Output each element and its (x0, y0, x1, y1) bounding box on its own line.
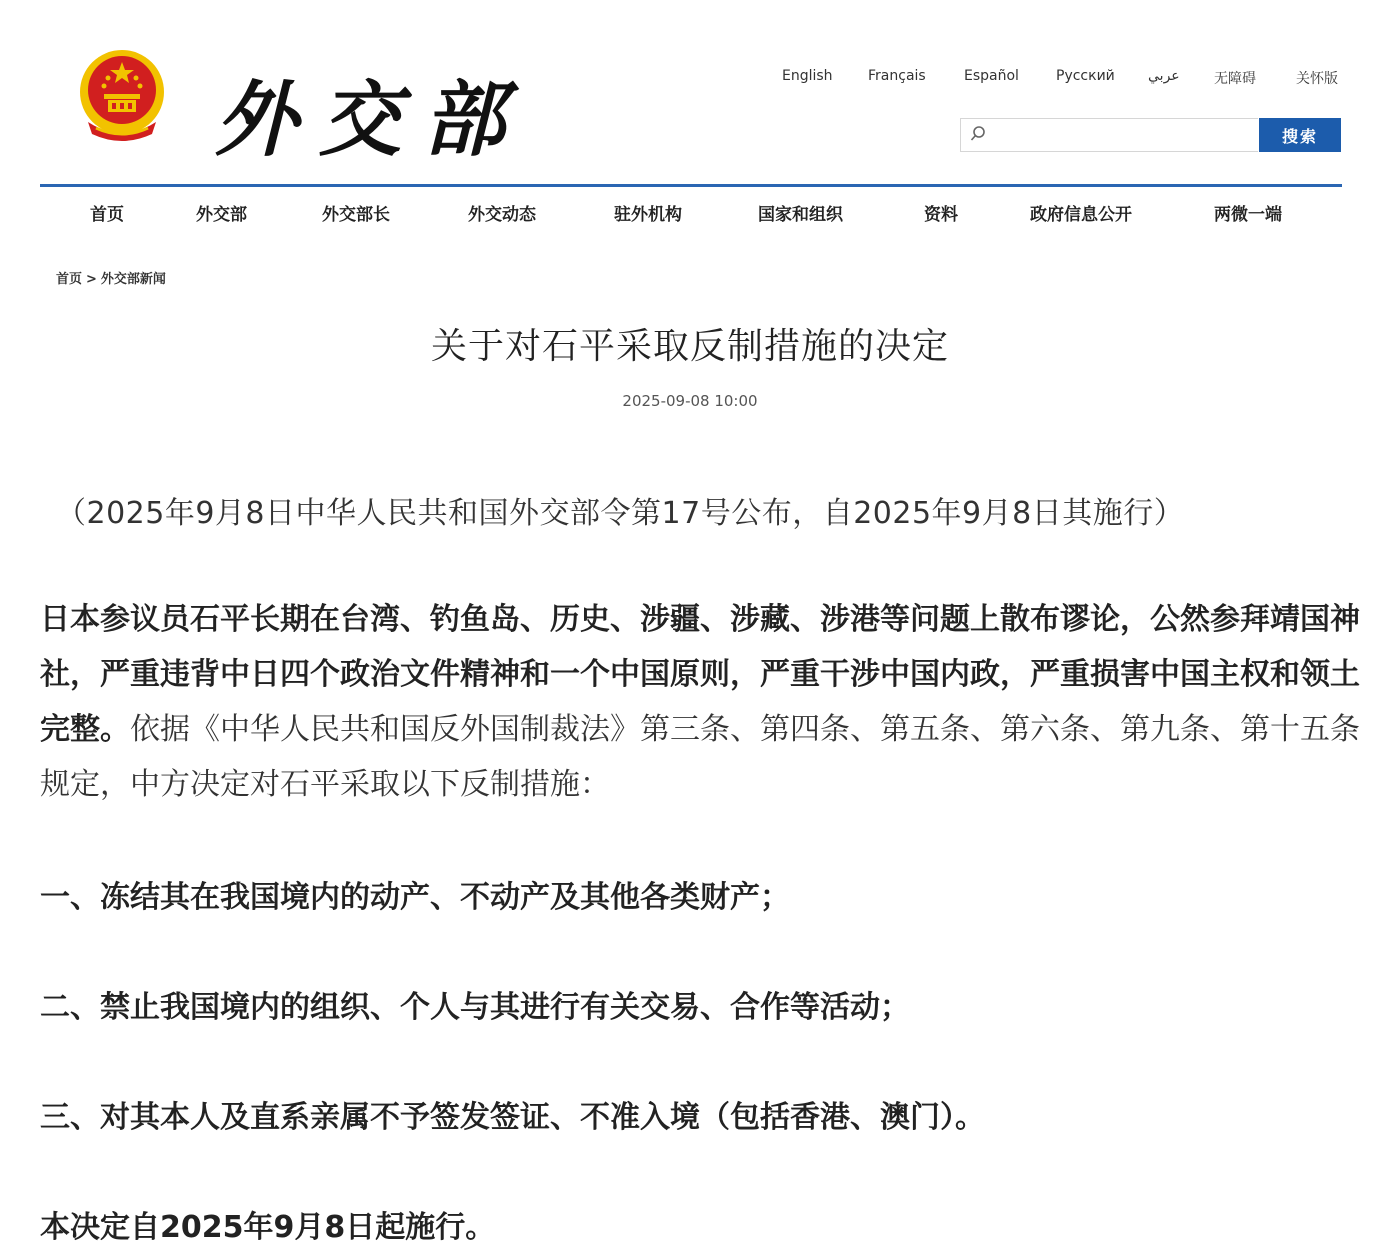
nav-item-ministry[interactable]: 外交部 (196, 205, 247, 225)
article-promulgation: （2025年9月8日中华人民共和国外交部令第17号公布，自2025年9月8日其施行） (56, 496, 1185, 531)
search-button[interactable]: 搜索 (1259, 118, 1341, 152)
breadcrumb-current-link[interactable]: 外交部新闻 (100, 272, 166, 287)
nav-item-social[interactable]: 两微一端 (1214, 205, 1282, 225)
measure-item: 三、对其本人及直系亲属不予签发签证、不准入境（包括香港、澳门）。 (40, 1100, 985, 1135)
lang-spanish-link[interactable]: Español (964, 68, 1019, 84)
effective-statement: 本决定自2025年9月8日起施行。 (40, 1210, 496, 1245)
language-bar (760, 68, 1360, 88)
site-logo-text[interactable]: 外交部 (215, 72, 527, 168)
nav-item-resources[interactable]: 资料 (924, 205, 958, 225)
article-paragraph (40, 592, 1360, 812)
breadcrumb (56, 268, 166, 287)
breadcrumb-separator: > (86, 272, 97, 287)
article-datetime: 2025-09-08 10:00 (622, 392, 758, 410)
national-emblem-icon[interactable] (74, 48, 170, 148)
search-box (960, 118, 1258, 152)
measure-item: 一、冻结其在我国境内的动产、不动产及其他各类财产； (40, 880, 790, 915)
measure-item: 二、禁止我国境内的组织、个人与其进行有关交易、合作等活动； (40, 990, 910, 1025)
main-nav (0, 200, 1400, 230)
paragraph-bold-part: 日本参议员石平长期在台湾、钓鱼岛、历史、涉疆、涉藏、涉港等问题上散布谬论，公然参拜靖国神社，严重违背中日四个政治文件精神和一个中国原则，严重干涉中国内政，严重损害中国主权和领土完整。 (40, 602, 1360, 747)
accessibility-link[interactable]: 无障碍 (1214, 71, 1256, 87)
lang-french-link[interactable]: Français (868, 68, 926, 84)
nav-item-missions[interactable]: 驻外机构 (614, 205, 682, 225)
breadcrumb-home-link[interactable]: 首页 (56, 272, 83, 287)
lang-arabic-link[interactable]: عربي (1148, 68, 1180, 84)
paragraph-plain-part: 依据《中华人民共和国反外国制裁法》第三条、第四条、第五条、第六条、第九条、第十五条规定，中方决定对石平采取以下反制措施： (40, 712, 1360, 802)
search-icon (969, 125, 987, 143)
site-header (0, 0, 1400, 225)
lang-english-link[interactable]: English (782, 68, 833, 84)
header-divider (40, 184, 1342, 187)
article-title: 关于对石平采取反制措施的决定 (430, 326, 949, 367)
nav-item-countries[interactable]: 国家和组织 (758, 205, 843, 225)
nav-item-minister[interactable]: 外交部长 (322, 205, 390, 225)
nav-item-gov-info[interactable]: 政府信息公开 (1030, 205, 1132, 225)
search-input[interactable] (991, 123, 1255, 149)
lang-russian-link[interactable]: Русский (1056, 68, 1115, 84)
nav-item-news[interactable]: 外交动态 (468, 205, 536, 225)
nav-item-home[interactable]: 首页 (90, 205, 124, 225)
elder-care-link[interactable]: 关怀版 (1296, 71, 1338, 87)
